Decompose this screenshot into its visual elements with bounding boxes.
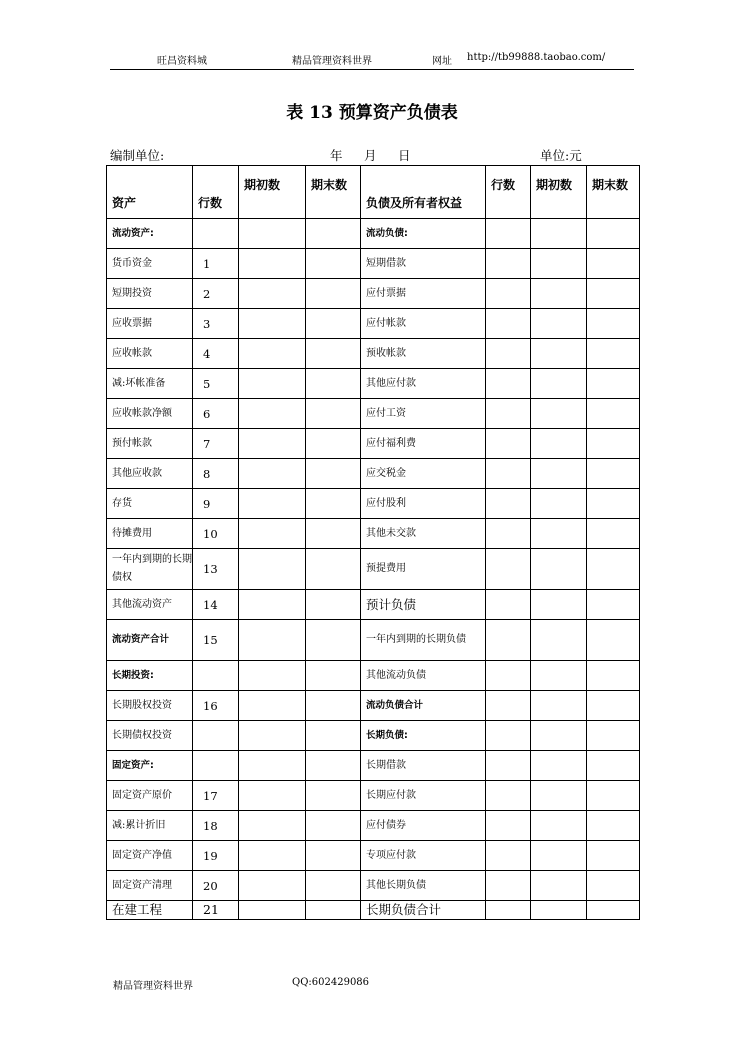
- liability-closing-cell[interactable]: [587, 219, 640, 249]
- asset-line-no: 19: [193, 841, 239, 871]
- table-row: [107, 901, 640, 920]
- asset-item: 应收帐款净额: [107, 399, 193, 429]
- asset-line-no: 13: [193, 549, 239, 590]
- asset-closing-cell[interactable]: [306, 549, 361, 590]
- liability-line-no-cell[interactable]: [486, 781, 531, 811]
- liability-closing-cell[interactable]: [587, 751, 640, 781]
- asset-closing-cell[interactable]: [306, 781, 361, 811]
- asset-item: 其他流动资产: [107, 590, 193, 620]
- asset-closing-cell[interactable]: [306, 871, 361, 901]
- table-row: [107, 691, 640, 721]
- table-row: [107, 661, 640, 691]
- page-header: [0, 52, 744, 68]
- liability-item: 应付票据: [361, 279, 486, 309]
- year-label: 年: [330, 148, 343, 163]
- header-liabilities-equity: 负债及所有者权益: [361, 166, 486, 219]
- asset-opening-cell[interactable]: [239, 751, 306, 781]
- asset-item: 长期股权投资: [107, 691, 193, 721]
- liability-line-no-cell[interactable]: [486, 841, 531, 871]
- asset-closing-cell[interactable]: [306, 901, 361, 920]
- asset-line-no: 9: [193, 489, 239, 519]
- liability-item: 应交税金: [361, 459, 486, 489]
- liability-opening-cell[interactable]: [531, 721, 587, 751]
- liability-line-no-cell[interactable]: [486, 219, 531, 249]
- asset-closing-cell[interactable]: [306, 279, 361, 309]
- liability-opening-cell[interactable]: [531, 661, 587, 691]
- asset-opening-cell[interactable]: [239, 620, 306, 661]
- table-row: [107, 841, 640, 871]
- header-url-label: 网址: [432, 56, 452, 67]
- asset-item: 固定资产清理: [107, 871, 193, 901]
- liability-closing-cell[interactable]: [587, 691, 640, 721]
- asset-item: 其他应收款: [107, 459, 193, 489]
- table-row: [107, 219, 640, 249]
- asset-opening-cell[interactable]: [239, 590, 306, 620]
- table-row: [107, 279, 640, 309]
- liability-closing-cell[interactable]: [587, 590, 640, 620]
- liability-line-no-cell[interactable]: [486, 590, 531, 620]
- asset-line-no: 16: [193, 691, 239, 721]
- asset-closing-cell[interactable]: [306, 399, 361, 429]
- liability-opening-cell[interactable]: [531, 691, 587, 721]
- liability-item: 长期负债合计: [361, 901, 486, 920]
- asset-opening-cell[interactable]: [239, 429, 306, 459]
- liability-item: 应付帐款: [361, 309, 486, 339]
- balance-sheet-table: [106, 165, 640, 920]
- liability-opening-cell[interactable]: [531, 519, 587, 549]
- asset-item: 待摊费用: [107, 519, 193, 549]
- asset-opening-cell[interactable]: [239, 661, 306, 691]
- liability-closing-cell[interactable]: [587, 249, 640, 279]
- header-line-no: 行数: [193, 166, 239, 219]
- asset-line-no: 7: [193, 429, 239, 459]
- liability-opening-cell[interactable]: [531, 841, 587, 871]
- liability-opening-cell[interactable]: [531, 429, 587, 459]
- liability-opening-cell[interactable]: [531, 399, 587, 429]
- liability-item: 应付福利费: [361, 429, 486, 459]
- table-header-row: [107, 166, 640, 219]
- liability-closing-cell[interactable]: [587, 549, 640, 590]
- asset-line-no: 4: [193, 339, 239, 369]
- liability-closing-cell[interactable]: [587, 661, 640, 691]
- asset-closing-cell[interactable]: [306, 519, 361, 549]
- liability-closing-cell[interactable]: [587, 279, 640, 309]
- liability-opening-cell[interactable]: [531, 549, 587, 590]
- liability-closing-cell[interactable]: [587, 429, 640, 459]
- asset-closing-cell[interactable]: [306, 811, 361, 841]
- liability-line-no-cell[interactable]: [486, 309, 531, 339]
- liability-opening-cell[interactable]: [531, 871, 587, 901]
- liability-closing-cell[interactable]: [587, 811, 640, 841]
- asset-line-no: 18: [193, 811, 239, 841]
- table-row: [107, 249, 640, 279]
- asset-item: 应收帐款: [107, 339, 193, 369]
- liability-line-no-cell[interactable]: [486, 811, 531, 841]
- currency-unit-label: 单位:元: [540, 148, 582, 163]
- liability-item: 应付工资: [361, 399, 486, 429]
- table-row: [107, 549, 640, 590]
- asset-item: 长期债权投资: [107, 721, 193, 751]
- asset-item: 长期投资:: [107, 661, 193, 691]
- liability-item: 其他未交款: [361, 519, 486, 549]
- liability-item: 预收帐款: [361, 339, 486, 369]
- liability-line-no-cell[interactable]: [486, 339, 531, 369]
- asset-closing-cell[interactable]: [306, 590, 361, 620]
- liability-item: 长期负债:: [361, 721, 486, 751]
- liability-closing-cell[interactable]: [587, 339, 640, 369]
- table-row: [107, 429, 640, 459]
- asset-item: 应收票据: [107, 309, 193, 339]
- asset-line-no: 2: [193, 279, 239, 309]
- table-row: [107, 751, 640, 781]
- page-title: 表 13 预算资产负债表: [286, 103, 458, 123]
- asset-opening-cell[interactable]: [239, 519, 306, 549]
- liability-closing-cell[interactable]: [587, 871, 640, 901]
- table-row: [107, 339, 640, 369]
- liability-item: 预提费用: [361, 549, 486, 590]
- asset-opening-cell[interactable]: [239, 369, 306, 399]
- asset-line-no: 20: [193, 871, 239, 901]
- asset-item: 减:累计折旧: [107, 811, 193, 841]
- liability-opening-cell[interactable]: [531, 219, 587, 249]
- liability-item: 专项应付款: [361, 841, 486, 871]
- liability-closing-cell[interactable]: [587, 841, 640, 871]
- asset-opening-cell[interactable]: [239, 781, 306, 811]
- liability-line-no-cell[interactable]: [486, 459, 531, 489]
- month-label: 月: [364, 148, 377, 163]
- asset-closing-cell[interactable]: [306, 369, 361, 399]
- liability-item: 应付股利: [361, 489, 486, 519]
- liability-item: 其他流动负债: [361, 661, 486, 691]
- asset-line-no: 17: [193, 781, 239, 811]
- liability-item: 应付债券: [361, 811, 486, 841]
- liability-item: 流动负债合计: [361, 691, 486, 721]
- header-divider: [110, 69, 634, 70]
- liability-closing-cell[interactable]: [587, 489, 640, 519]
- asset-line-no: 8: [193, 459, 239, 489]
- table-row: [107, 620, 640, 661]
- asset-closing-cell[interactable]: [306, 721, 361, 751]
- asset-closing-cell[interactable]: [306, 620, 361, 661]
- header-line-no-2: 行数: [486, 166, 531, 219]
- asset-line-no: [193, 661, 239, 691]
- asset-opening-cell[interactable]: [239, 721, 306, 751]
- liability-line-no-cell[interactable]: [486, 489, 531, 519]
- asset-line-no: 10: [193, 519, 239, 549]
- table-row: [107, 811, 640, 841]
- asset-closing-cell[interactable]: [306, 691, 361, 721]
- liability-opening-cell[interactable]: [531, 901, 587, 920]
- liability-opening-cell[interactable]: [531, 781, 587, 811]
- liability-line-no-cell[interactable]: [486, 691, 531, 721]
- liability-opening-cell[interactable]: [531, 279, 587, 309]
- header-url-link[interactable]: http://tb99888.taobao.com/: [467, 52, 606, 63]
- asset-item: 预付帐款: [107, 429, 193, 459]
- asset-opening-cell[interactable]: [239, 459, 306, 489]
- liability-closing-cell[interactable]: [587, 369, 640, 399]
- header-opening: 期初数: [239, 166, 306, 219]
- liability-item: 短期借款: [361, 249, 486, 279]
- asset-line-no: 6: [193, 399, 239, 429]
- liability-line-no-cell[interactable]: [486, 399, 531, 429]
- liability-opening-cell[interactable]: [531, 751, 587, 781]
- liability-line-no-cell[interactable]: [486, 369, 531, 399]
- asset-closing-cell[interactable]: [306, 751, 361, 781]
- asset-closing-cell[interactable]: [306, 429, 361, 459]
- header-left-text: 旺昌资料城: [157, 56, 207, 67]
- liability-line-no-cell[interactable]: [486, 249, 531, 279]
- liability-opening-cell[interactable]: [531, 309, 587, 339]
- liability-closing-cell[interactable]: [587, 721, 640, 751]
- header-opening-2: 期初数: [531, 166, 587, 219]
- liability-closing-cell[interactable]: [587, 459, 640, 489]
- header-closing: 期末数: [306, 166, 361, 219]
- asset-line-no: 21: [193, 901, 239, 920]
- table-row: [107, 459, 640, 489]
- asset-closing-cell[interactable]: [306, 249, 361, 279]
- table-row: [107, 871, 640, 901]
- table-row: [107, 399, 640, 429]
- asset-opening-cell[interactable]: [239, 399, 306, 429]
- table-row: [107, 590, 640, 620]
- asset-closing-cell[interactable]: [306, 661, 361, 691]
- asset-line-no: [193, 721, 239, 751]
- asset-opening-cell[interactable]: [239, 549, 306, 590]
- liability-item: 预计负债: [361, 590, 486, 620]
- liability-opening-cell[interactable]: [531, 249, 587, 279]
- asset-opening-cell[interactable]: [239, 279, 306, 309]
- asset-item: 一年内到期的长期债权: [107, 549, 193, 590]
- liability-closing-cell[interactable]: [587, 309, 640, 339]
- liability-closing-cell[interactable]: [587, 620, 640, 661]
- asset-opening-cell[interactable]: [239, 841, 306, 871]
- table-row: [107, 781, 640, 811]
- liability-closing-cell[interactable]: [587, 901, 640, 920]
- header-assets: 资产: [107, 166, 193, 219]
- asset-item: 减:坏帐准备: [107, 369, 193, 399]
- liability-line-no-cell[interactable]: [486, 871, 531, 901]
- asset-item: 流动资产:: [107, 219, 193, 249]
- asset-opening-cell[interactable]: [239, 219, 306, 249]
- asset-opening-cell[interactable]: [239, 811, 306, 841]
- asset-opening-cell[interactable]: [239, 489, 306, 519]
- asset-line-no: 14: [193, 590, 239, 620]
- table-row: [107, 519, 640, 549]
- asset-item: 在建工程: [107, 901, 193, 920]
- asset-item: 短期投资: [107, 279, 193, 309]
- liability-closing-cell[interactable]: [587, 519, 640, 549]
- liability-item: 长期借款: [361, 751, 486, 781]
- asset-opening-cell[interactable]: [239, 691, 306, 721]
- liability-item: 一年内到期的长期负债: [361, 620, 486, 661]
- compiling-unit-label: 编制单位:: [110, 148, 165, 163]
- liability-line-no-cell[interactable]: [486, 751, 531, 781]
- asset-line-no: 3: [193, 309, 239, 339]
- asset-line-no: [193, 219, 239, 249]
- asset-opening-cell[interactable]: [239, 309, 306, 339]
- footer-qq-text: QQ:602429086: [292, 977, 370, 988]
- asset-item: 固定资产:: [107, 751, 193, 781]
- asset-line-no: 1: [193, 249, 239, 279]
- header-center-text: 精品管理资料世界: [292, 56, 372, 67]
- asset-opening-cell[interactable]: [239, 901, 306, 920]
- table-row: [107, 309, 640, 339]
- asset-opening-cell[interactable]: [239, 339, 306, 369]
- header-closing-2: 期末数: [587, 166, 640, 219]
- asset-closing-cell[interactable]: [306, 309, 361, 339]
- liability-item: 长期应付款: [361, 781, 486, 811]
- liability-opening-cell[interactable]: [531, 369, 587, 399]
- liability-line-no-cell[interactable]: [486, 279, 531, 309]
- asset-closing-cell[interactable]: [306, 841, 361, 871]
- asset-item: 固定资产原价: [107, 781, 193, 811]
- liability-item: 其他应付款: [361, 369, 486, 399]
- asset-closing-cell[interactable]: [306, 219, 361, 249]
- footer-left-text: 精品管理资料世界: [113, 981, 193, 992]
- asset-opening-cell[interactable]: [239, 249, 306, 279]
- liability-item: 流动负债:: [361, 219, 486, 249]
- asset-closing-cell[interactable]: [306, 339, 361, 369]
- liability-closing-cell[interactable]: [587, 781, 640, 811]
- asset-closing-cell[interactable]: [306, 459, 361, 489]
- liability-opening-cell[interactable]: [531, 339, 587, 369]
- day-label: 日: [398, 148, 411, 163]
- liability-opening-cell[interactable]: [531, 811, 587, 841]
- table-row: [107, 489, 640, 519]
- liability-item: 其他长期负债: [361, 871, 486, 901]
- liability-closing-cell[interactable]: [587, 399, 640, 429]
- liability-opening-cell[interactable]: [531, 590, 587, 620]
- asset-opening-cell[interactable]: [239, 871, 306, 901]
- liability-line-no-cell[interactable]: [486, 549, 531, 590]
- asset-item: 货币资金: [107, 249, 193, 279]
- asset-item: 固定资产净值: [107, 841, 193, 871]
- liability-line-no-cell[interactable]: [486, 429, 531, 459]
- asset-item: 存货: [107, 489, 193, 519]
- liability-line-no-cell[interactable]: [486, 620, 531, 661]
- liability-opening-cell[interactable]: [531, 459, 587, 489]
- liability-line-no-cell[interactable]: [486, 721, 531, 751]
- liability-line-no-cell[interactable]: [486, 519, 531, 549]
- liability-line-no-cell[interactable]: [486, 901, 531, 920]
- liability-opening-cell[interactable]: [531, 620, 587, 661]
- table-row: [107, 369, 640, 399]
- asset-line-no: 5: [193, 369, 239, 399]
- liability-opening-cell[interactable]: [531, 489, 587, 519]
- table-row: [107, 721, 640, 751]
- asset-line-no: 15: [193, 620, 239, 661]
- liability-line-no-cell[interactable]: [486, 661, 531, 691]
- asset-line-no: [193, 751, 239, 781]
- asset-item: 流动资产合计: [107, 620, 193, 661]
- asset-closing-cell[interactable]: [306, 489, 361, 519]
